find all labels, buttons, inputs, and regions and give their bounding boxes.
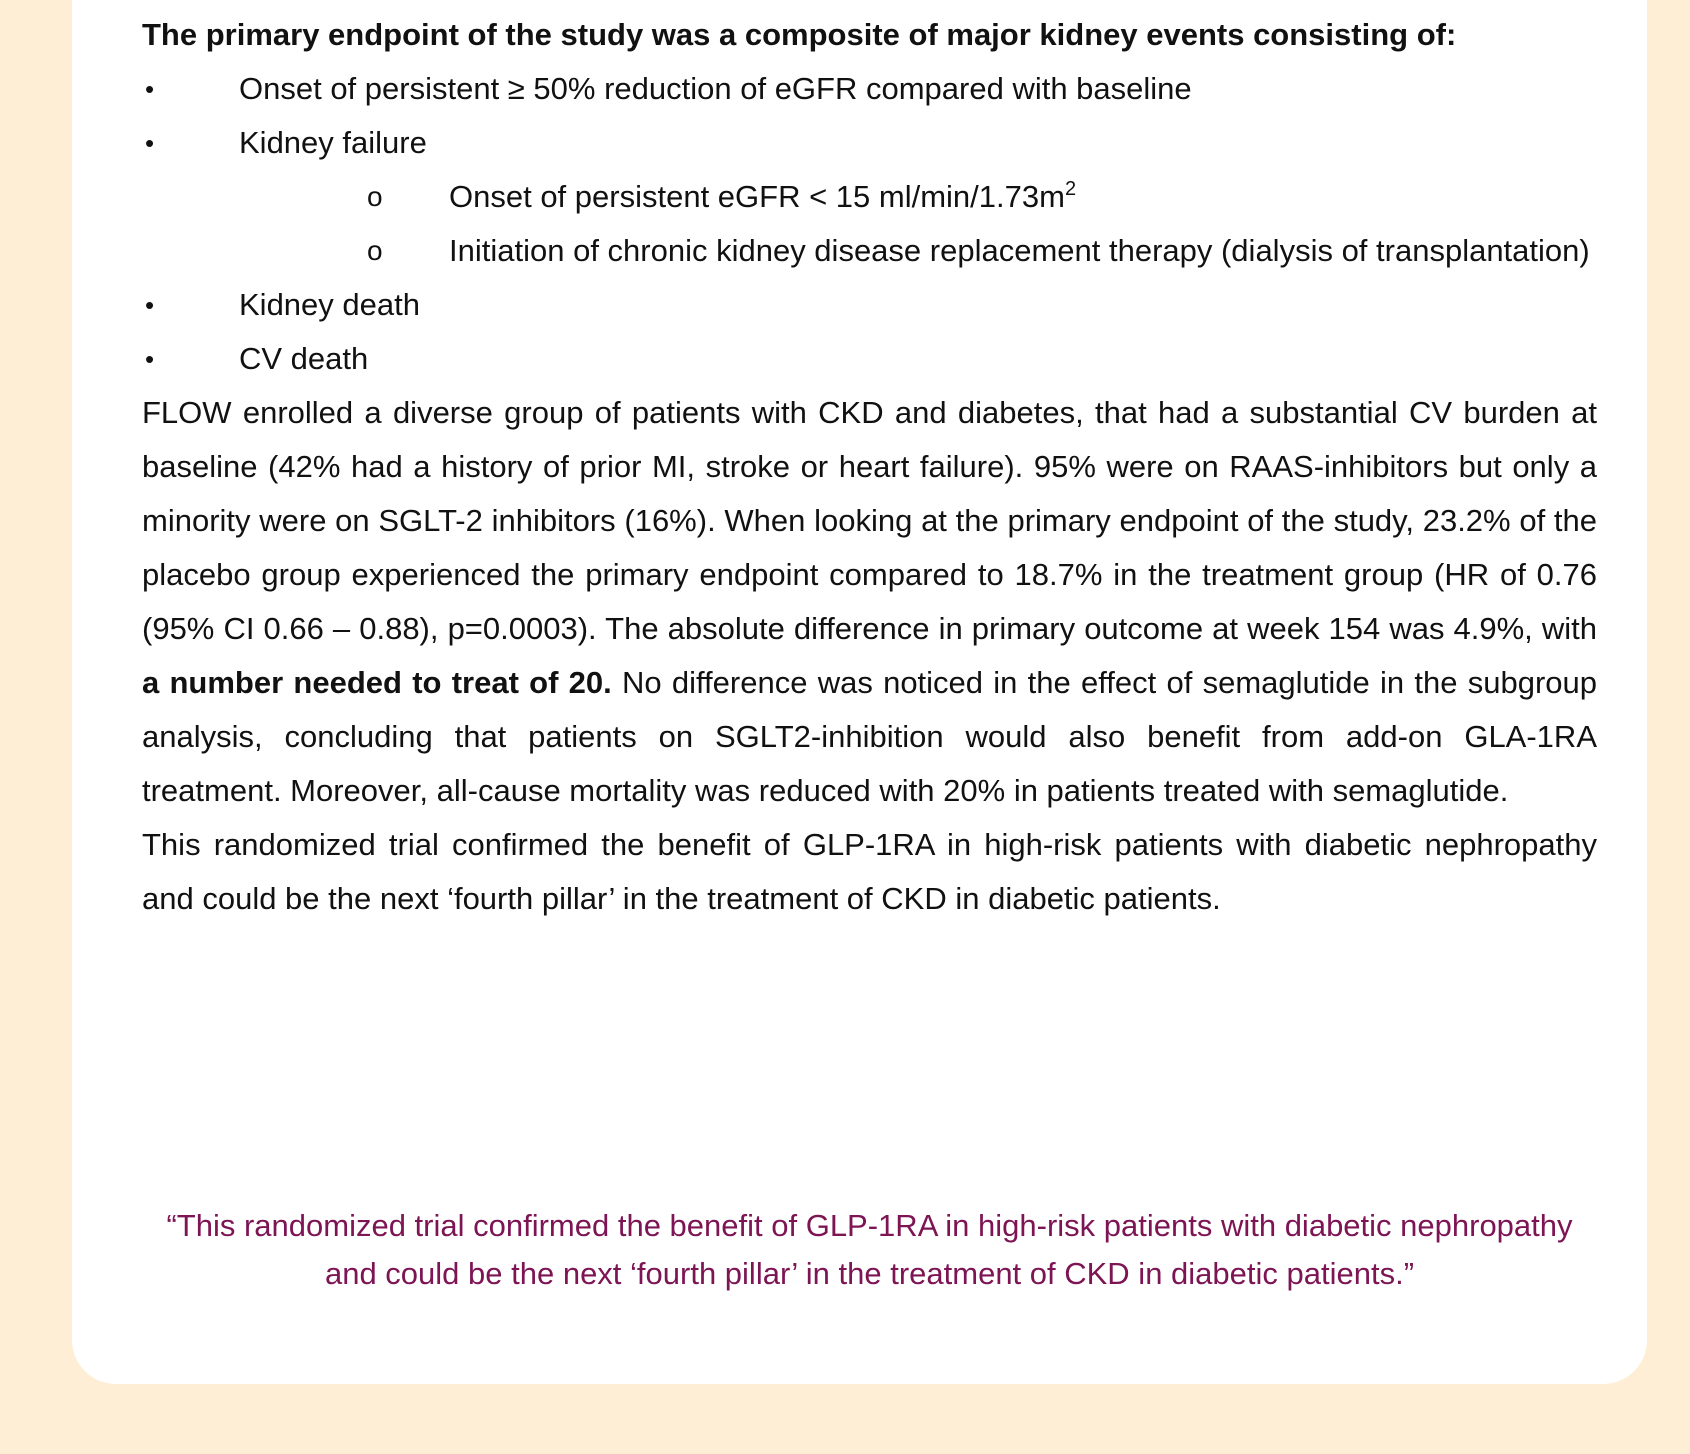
sub-list-item	[239, 224, 1597, 278]
bullet-icon: •	[145, 128, 155, 158]
circle-bullet-icon: o	[367, 235, 383, 266]
list-item-text: Kidney failure	[239, 125, 427, 160]
nnt-highlight: a number needed to treat of 20.	[142, 665, 612, 700]
list-item-text: CV death	[239, 341, 369, 376]
list-item	[142, 278, 1597, 332]
bullet-icon: •	[145, 74, 155, 104]
paragraph-text: FLOW enrolled a diverse group of patients with CKD and diabetes, that had a substantial CV burden at baseline (42% had a history of prior MI, stroke or heart failure). 95% were on RAAS-inhibitors but only a minority were on SGLT-2 inhibitors (16%). When looking at the primary endpoint of the study, 23.2% of the placebo group experienced the primary endpoint compared to 18.7% in the treatment group (HR of 0.76 (95% CI 0.66 – 0.88), p=0.0003). The absolute difference in primary outcome at week 154 was 4.9%, with	[142, 395, 1597, 646]
endpoint-list	[142, 62, 1597, 386]
bullet-icon: •	[145, 290, 155, 320]
list-item	[142, 116, 1597, 278]
superscript: 2	[1064, 178, 1077, 200]
kidney-failure-sublist	[239, 170, 1597, 278]
list-item-text: Kidney death	[239, 287, 420, 322]
primary-endpoint-heading: The primary endpoint of the study was a composite of major kidney events consisting of:	[142, 17, 1457, 52]
pull-quote: “This randomized trial confirmed the benefit of GLP-1RA in high-risk patients with diabetic nephropathy and could be the next ‘fourth pillar’ in the treatment of CKD in diabetic patients.”	[166, 1208, 1573, 1291]
sub-list-item-text: Initiation of chronic kidney disease replacement therapy (dialysis of transplantation)	[449, 233, 1590, 268]
bullet-icon: •	[145, 344, 155, 374]
list-item	[142, 62, 1597, 116]
list-item-text: Onset of persistent ≥ 50% reduction of eGFR compared with baseline	[239, 71, 1192, 106]
list-item	[142, 332, 1597, 386]
article-body	[142, 8, 1597, 926]
conclusion-paragraph: This randomized trial confirmed the benefit of GLP-1RA in high-risk patients with diabetic nephropathy and could be the next ‘fourth pillar’ in the treatment of CKD in diabetic patients.	[142, 827, 1597, 916]
sub-list-item-text: Onset of persistent eGFR < 15 ml/min/1.73m	[449, 179, 1065, 214]
flow-results-paragraph	[142, 386, 1597, 818]
circle-bullet-icon: o	[367, 181, 383, 212]
sub-list-item	[239, 170, 1597, 224]
paragraph-text: No difference was noticed in the effect of semaglutide in the subgroup analysis, concluding that patients on SGLT2-inhibition would also benefit from add-on GLA-1RA treatment. Moreover, all-cause mortality was reduced with 20% in patients treated with semaglutide.	[142, 665, 1597, 808]
